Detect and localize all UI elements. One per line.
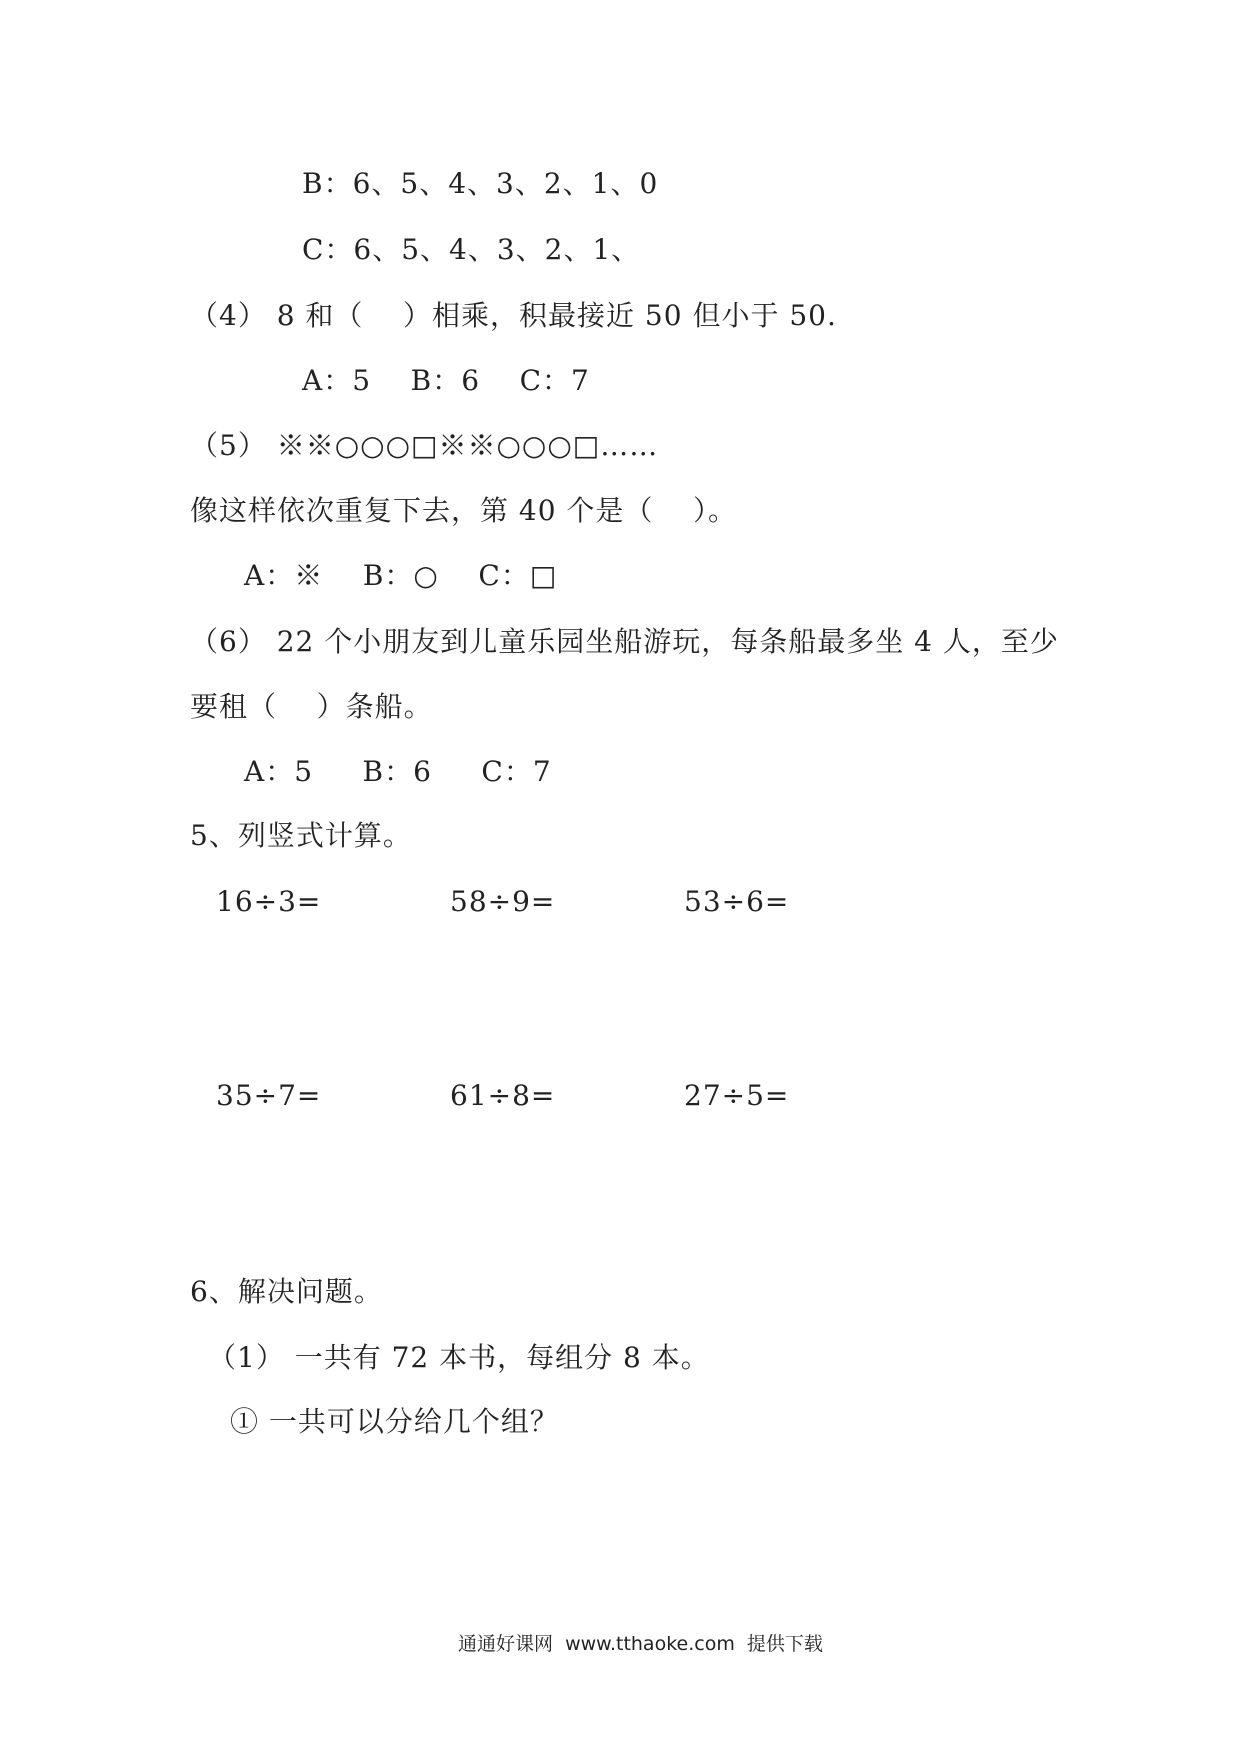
footer-source: 通通好课网 www.tthaoke.com 提供下载	[458, 1633, 823, 1655]
q6-stem: （6） 22 个小朋友到儿童乐园坐船游玩，每条船最多坐 4 人，至少	[190, 625, 1059, 658]
calc-item: 27÷5=	[684, 1079, 790, 1112]
section6-title: 6、解决问题。	[190, 1275, 383, 1308]
section5-title: 5、列竖式计算。	[190, 819, 412, 852]
calc-item: 35÷7=	[216, 1079, 322, 1112]
problem-1-stem: （1） 一共有 72 本书，每组分 8 本。	[208, 1341, 710, 1374]
q5-options: A：※ B：○ C：□	[244, 559, 558, 592]
q4-options: A：5 B：6 C：7	[302, 364, 590, 397]
q3-option-b: B：6、5、4、3、2、1、0	[302, 167, 659, 200]
q5-stem: （5） ※※○○○□※※○○○□……	[190, 429, 659, 462]
q5-stem-continued: 像这样依次重复下去，第 40 个是（ ）。	[190, 494, 738, 527]
problem-1-subquestion: ① 一共可以分给几个组？	[230, 1405, 559, 1438]
q4-stem: （4） 8 和（ ）相乘，积最接近 50 但小于 50.	[190, 299, 837, 332]
calc-item: 53÷6=	[684, 885, 790, 918]
q6-stem-continued: 要租（ ）条船。	[190, 690, 433, 723]
calc-item: 61÷8=	[450, 1079, 556, 1112]
q6-options: A：5 B：6 C：7	[244, 755, 552, 788]
calc-item: 58÷9=	[450, 885, 556, 918]
q3-option-c: C：6、5、4、3、2、1、	[302, 233, 641, 266]
calc-item: 16÷3=	[216, 885, 322, 918]
